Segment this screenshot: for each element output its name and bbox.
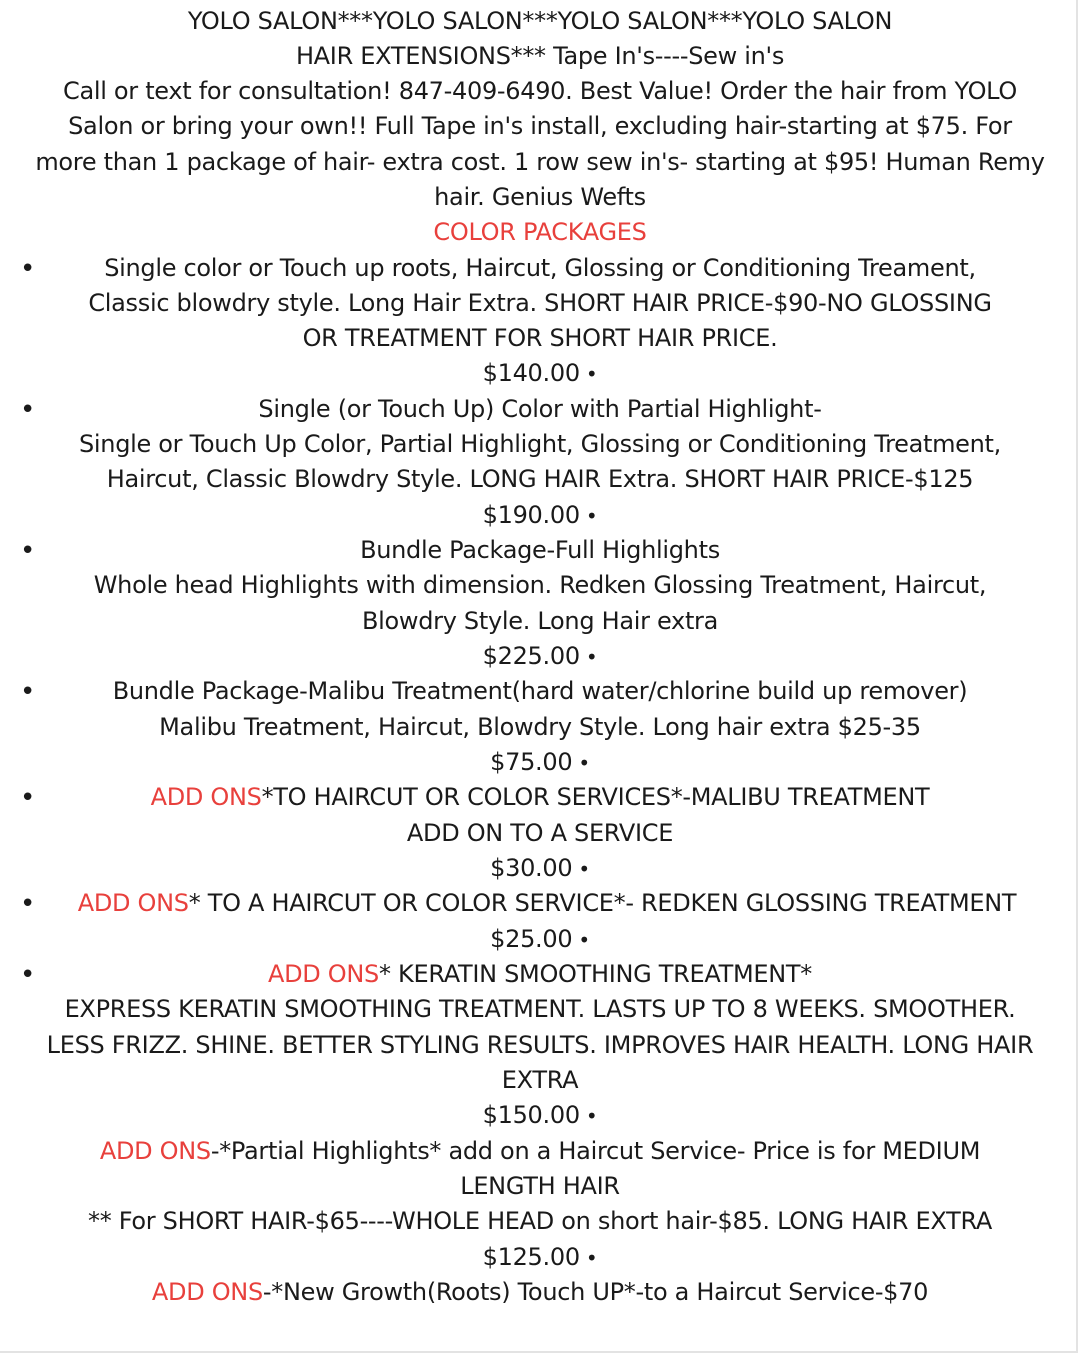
- service-line: Single or Touch Up Color, Partial Highlight, Glossing or Conditioning Treatment,: [78, 430, 1001, 458]
- service-price: $140.00 •: [0, 356, 1080, 392]
- service-price: $75.00 •: [0, 745, 1080, 781]
- service-title-text: * TO A HAIRCUT OR COLOR SERVICE*- REDKEN GLOSSING TREATMENT: [188, 889, 1017, 917]
- add-ons-label: ADD ONS: [77, 889, 189, 917]
- color-packages-heading: COLOR PACKAGES: [433, 218, 647, 246]
- service-line: LENGTH HAIR: [460, 1172, 620, 1200]
- service-price: $190.00 •: [0, 498, 1080, 534]
- service-line: Whole head Highlights with dimension. Redken Glossing Treatment, Haircut,: [93, 571, 987, 599]
- consult-line: hair. Genius Wefts: [434, 183, 646, 211]
- service-price: $150.00 •: [0, 1098, 1080, 1134]
- service-title-text: -*Partial Highlights* add on a Haircut Service- Price is for MEDIUM: [210, 1137, 981, 1165]
- add-ons-label: ADD ONS: [99, 1137, 211, 1165]
- service-line: OR TREATMENT FOR SHORT HAIR PRICE.: [302, 324, 778, 352]
- service-line: LESS FRIZZ. SHINE. BETTER STYLING RESULTS. IMPROVES HAIR HEALTH. LONG HAIR: [46, 1031, 1034, 1059]
- service-title: [0, 1275, 1080, 1310]
- add-ons-label: ADD ONS: [151, 1278, 263, 1306]
- service-title: Bundle Package-Full Highlights: [360, 536, 720, 564]
- service-line: Malibu Treatment, Haircut, Blowdry Style. Long hair extra $25-35: [159, 713, 921, 741]
- salon-title: YOLO SALON***YOLO SALON***YOLO SALON***YOLO SALON: [187, 7, 893, 35]
- service-title: [0, 780, 1080, 815]
- service-line: Haircut, Classic Blowdry Style. LONG HAIR Extra. SHORT HAIR PRICE-$125: [106, 465, 974, 493]
- add-ons-label: ADD ONS: [268, 960, 379, 988]
- service-title: Single (or Touch Up) Color with Partial Highlight-: [258, 395, 822, 423]
- service-price: $25.00 •: [0, 922, 1080, 958]
- service-line: Blowdry Style. Long Hair extra: [361, 607, 719, 635]
- service-title-text: *TO HAIRCUT OR COLOR SERVICES*-MALIBU TREATMENT: [261, 783, 930, 811]
- service-title: [0, 957, 1080, 992]
- service-title: Single color or Touch up roots, Haircut, Glossing or Conditioning Treament,: [104, 254, 976, 282]
- service-title: [0, 1134, 1080, 1169]
- add-ons-label: ADD ONS: [150, 783, 262, 811]
- service-title: [14, 886, 1080, 921]
- service-price: $30.00 •: [0, 851, 1080, 887]
- consult-line: Call or text for consultation! 847-409-6490. Best Value! Order the hair from YOLO: [62, 77, 1017, 105]
- service-line: EXPRESS KERATIN SMOOTHING TREATMENT. LASTS UP TO 8 WEEKS. SMOOTHER.: [64, 995, 1016, 1023]
- service-title-text: -*New Growth(Roots) Touch UP*-to a Haircut Service-$70: [262, 1278, 929, 1306]
- service-line: Classic blowdry style. Long Hair Extra. SHORT HAIR PRICE-$90-NO GLOSSING: [88, 289, 992, 317]
- consult-line: Salon or bring your own!! Full Tape in's install, excluding hair-starting at $75. For: [68, 112, 1012, 140]
- service-title-text: * KERATIN SMOOTHING TREATMENT*: [379, 960, 812, 988]
- service-price: $125.00 •: [0, 1240, 1080, 1276]
- service-line: EXTRA: [501, 1066, 579, 1094]
- service-line: ADD ON TO A SERVICE: [406, 819, 674, 847]
- extensions-line: HAIR EXTENSIONS*** Tape In's----Sew in's: [295, 42, 785, 70]
- service-line: ** For SHORT HAIR-$65----WHOLE HEAD on short hair-$85. LONG HAIR EXTRA: [88, 1207, 992, 1235]
- consult-line: more than 1 package of hair- extra cost. 1 row sew in's- starting at $95! Human Remy: [35, 148, 1045, 176]
- service-title: Bundle Package-Malibu Treatment(hard water/chlorine build up remover): [112, 677, 968, 705]
- service-price: $225.00 •: [0, 639, 1080, 675]
